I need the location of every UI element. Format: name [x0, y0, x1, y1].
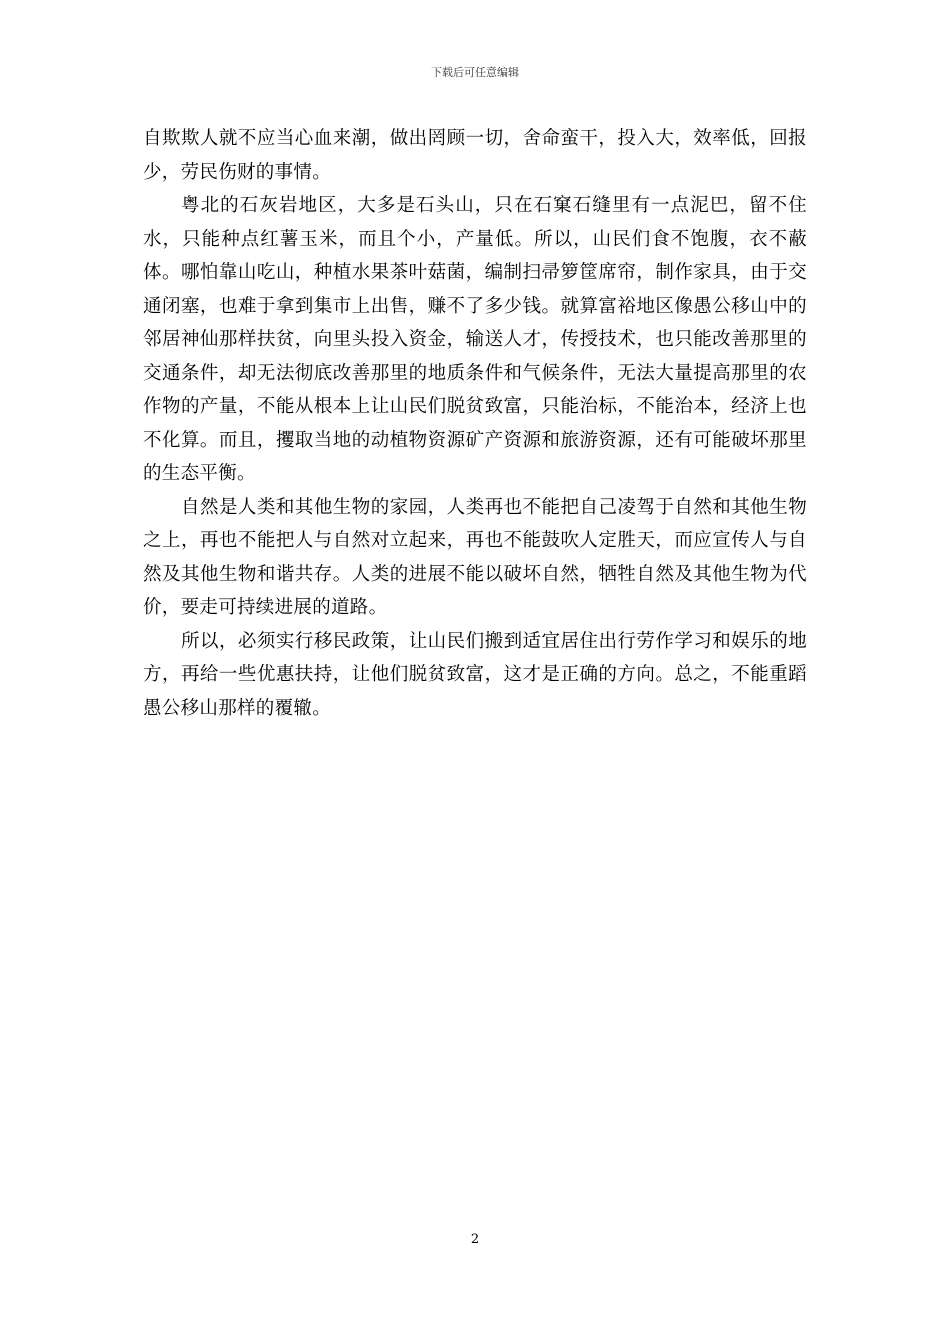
- page-header: 下载后可任意编辑: [431, 66, 519, 79]
- paragraph: 自欺欺人就不应当心血来潮，做出罔顾一切，舍命蛮干，投入大，效率低，回报少，劳民伤财的事情。: [143, 128, 807, 183]
- document-body: [143, 122, 807, 725]
- paragraph: 粤北的石灰岩地区，大多是石头山，只在石窠石缝里有一点泥巴，留不住水，只能种点红薯玉米，而且个小，产量低。所以，山民们食不饱腹，衣不蔽体。哪怕靠山吃山，种植水果茶叶菇菌，编制扫帚箩筐席帘，制作家具，由于交通闭塞，也难于拿到集市上出售，赚不了多少钱。就算富裕地区像愚公移山中的邻居神仙那样扶贫，向里头投入资金，输送人才，传授技术，也只能改善那里的交通条件，却无法彻底改善那里的地质条件和气候条件，无法大量提高那里的农作物的产量，不能从根本上让山民们脱贫致富，只能治标，不能治本，经济上也不化算。而且，攫取当地的动植物资源矿产资源和旅游资源，还有可能破坏那里的生态平衡。: [143, 195, 807, 484]
- page-number: 2: [470, 1232, 480, 1247]
- paragraph: 自然是人类和其他生物的家园，人类再也不能把自己凌驾于自然和其他生物之上，再也不能把人与自然对立起来，再也不能鼓吹人定胜天，而应宣传人与自然及其他生物和谐共存。人类的进展不能以破坏自然，牺牲自然及其他生物为代价，要走可持续进展的道路。: [143, 496, 807, 618]
- paragraph: 所以，必须实行移民政策，让山民们搬到适宜居住出行劳作学习和娱乐的地方，再给一些优惠扶持，让他们脱贫致富，这才是正确的方向。总之，不能重蹈愚公移山那样的覆辙。: [143, 630, 807, 719]
